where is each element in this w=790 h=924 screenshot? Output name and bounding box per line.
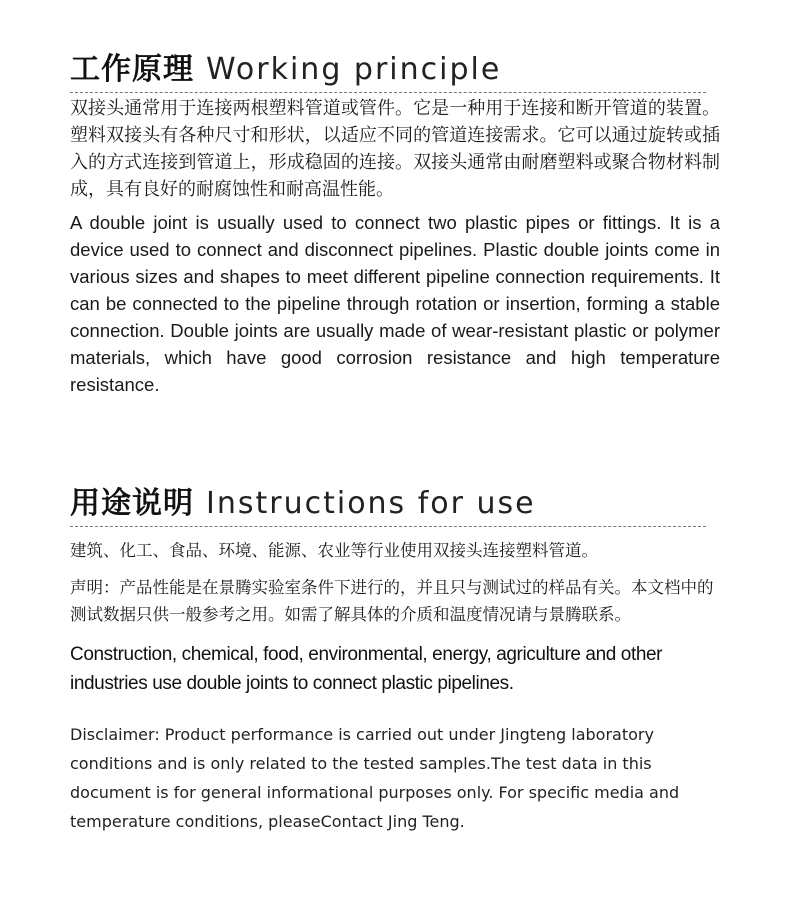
working-principle-title-en: Working principle [206, 52, 502, 87]
instructions-title-cn: 用途说明 [70, 486, 194, 521]
disclaimer-text-en: Disclaimer: Product performance is carried out under Jingteng laboratory conditions and is only related to the tested samples.The test data in this document is for general informational purposes only. For specific media and temperature conditions, pleaseContact Jing Teng. [70, 725, 680, 831]
working-principle-title-cn: 工作原理 [70, 52, 194, 87]
disclaimer-text-cn: 声明：产品性能是在景腾实验室条件下进行的，并且只与测试过的样品有关。本文档中的测试数据只供一般参考之用。如需了解具体的介质和温度情况请与景腾联系。 [70, 578, 714, 624]
working-principle-heading [70, 44, 720, 88]
section-divider [70, 526, 706, 527]
usage-text-cn: 建筑、化工、食品、环境、能源、农业等行业使用双接头连接塑料管道。 [70, 541, 598, 560]
working-principle-body-cn: 双接头通常用于连接两根塑料管道或管件。它是一种用于连接和断开管道的装置。塑料双接头有各种尺寸和形状，以适应不同的管道连接需求。它可以通过旋转或插入的方式连接到管道上，形成稳固的连接。双接头通常由耐磨塑料或聚合物材料制成，具有良好的耐腐蚀性和耐高温性能。 [70, 98, 720, 200]
working-principle-body-en: A double joint is usually used to connect two plastic pipes or fittings. It is a device used to connect and disconnect pipelines. Plastic double joints come in various sizes and shapes to meet different pipeline connection requirements. It can be connected to the pipeline through rotation or insertion, forming a stable connection. Double joints are usually made of wear-resistant plastic or polymer materials, which have good corrosion resistance and high temperature resistance. [70, 212, 720, 395]
section-divider [70, 92, 706, 93]
usage-text-en: Construction, chemical, food, environmental, energy, agriculture and other industries use double joints to connect plastic pipelines. [70, 644, 663, 694]
instructions-heading [70, 478, 720, 522]
instructions-section [70, 478, 720, 836]
instructions-title-en: Instructions for use [206, 486, 536, 521]
working-principle-section [70, 44, 720, 398]
